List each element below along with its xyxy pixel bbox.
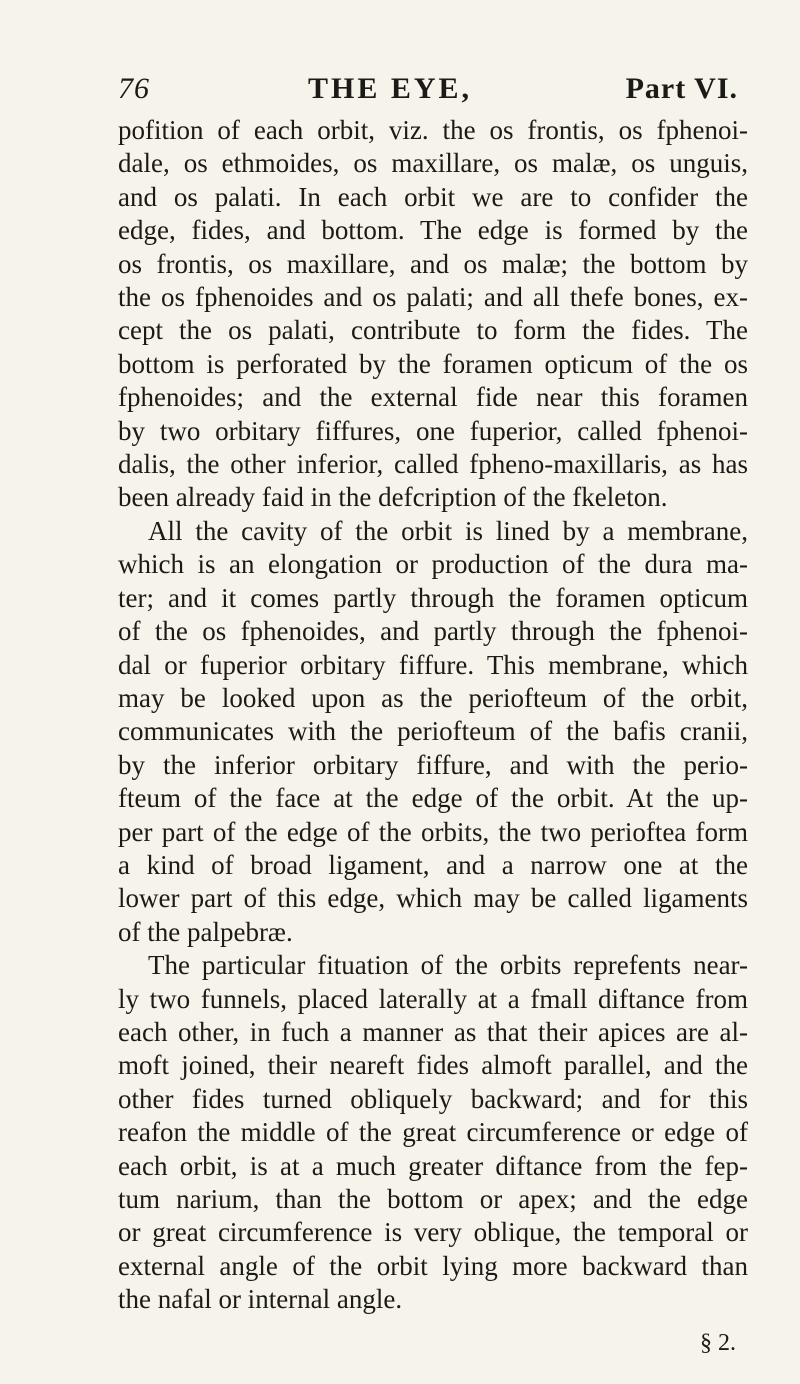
text-line: lower part of this edge, which may be called ligaments: [118, 883, 748, 914]
text-line: per part of the edge of the orbits, the two perioftea form: [118, 816, 748, 847]
text-line: bottom is perforated by the foramen opticum of the os: [118, 348, 748, 379]
text-line: each orbit, is at a much greater diftance from the fep-: [118, 1150, 748, 1181]
text-line: moft joined, their neareft fides almoft parallel, and the: [118, 1050, 748, 1081]
text-line: fteum of the face at the edge of the orbit. At the up-: [118, 783, 748, 814]
catchword: § 2.: [700, 1330, 736, 1356]
text-line: or great circumference is very oblique, the temporal or: [118, 1217, 748, 1248]
text-line: by two orbitary fiffures, one fuperior, called fphenoi-: [118, 415, 748, 446]
body-text: [118, 114, 748, 1317]
running-title: THE EYE,: [308, 72, 473, 105]
text-line: by the inferior orbitary fiffure, and with the perio-: [118, 749, 748, 780]
text-line: external angle of the orbit lying more backward than: [118, 1250, 748, 1281]
text-line: dalis, the other inferior, called fpheno-maxillaris, as has: [118, 449, 748, 480]
text-line: dal or fuperior orbitary fiffure. This membrane, which: [118, 649, 748, 680]
text-line: and os palati. In each orbit we are to confider the: [118, 181, 748, 212]
page-header: [118, 72, 738, 112]
text-line: os frontis, os maxillare, and os malæ; the bottom by: [118, 248, 748, 279]
text-line: pofition of each orbit, viz. the os frontis, os fphenoi-: [118, 115, 748, 145]
text-line: the os fphenoides and os palati; and all thefe bones, ex-: [118, 282, 748, 313]
text-line: cept the os palati, contribute to form the fides. The: [118, 315, 748, 346]
text-line: which is an elongation or production of the dura ma-: [118, 549, 748, 580]
text-line: dale, os ethmoides, os maxillare, os malæ, os unguis,: [118, 148, 748, 179]
text-line: a kind of broad ligament, and a narrow one at the: [118, 849, 748, 880]
text-line: ly two funnels, placed laterally at a fmall diftance from: [118, 983, 748, 1014]
text-line: The particular fituation of the orbits reprefents near-: [148, 950, 748, 981]
text-line: edge, fides, and bottom. The edge is formed by the: [118, 215, 748, 246]
text-line: tum narium, than the bottom or apex; and the edge: [118, 1184, 748, 1214]
part-label: Part VI.: [625, 72, 738, 105]
page-number: 76: [118, 72, 150, 105]
text-line: the nafal or internal angle.: [118, 1284, 403, 1315]
text-line: of the os fphenoides, and partly through the fphenoi-: [118, 616, 748, 647]
text-line: each other, in fuch a manner as that their apices are al-: [118, 1016, 748, 1047]
text-line: All the cavity of the orbit is lined by a membrane,: [148, 515, 748, 546]
text-line: of the palpebræ.: [118, 916, 293, 947]
text-line: communicates with the periofteum of the bafis cranii,: [118, 716, 748, 747]
text-line: been already faid in the defcription of the fkeleton.: [118, 482, 668, 513]
text-line: fphenoides; and the external fide near this foramen: [118, 382, 748, 413]
text-line: ter; and it comes partly through the foramen opticum: [118, 582, 748, 613]
text-line: reafon the middle of the great circumference or edge of: [118, 1117, 748, 1148]
text-line: other fides turned obliquely backward; and for this: [118, 1083, 748, 1114]
text-line: may be looked upon as the periofteum of the orbit,: [118, 682, 748, 713]
